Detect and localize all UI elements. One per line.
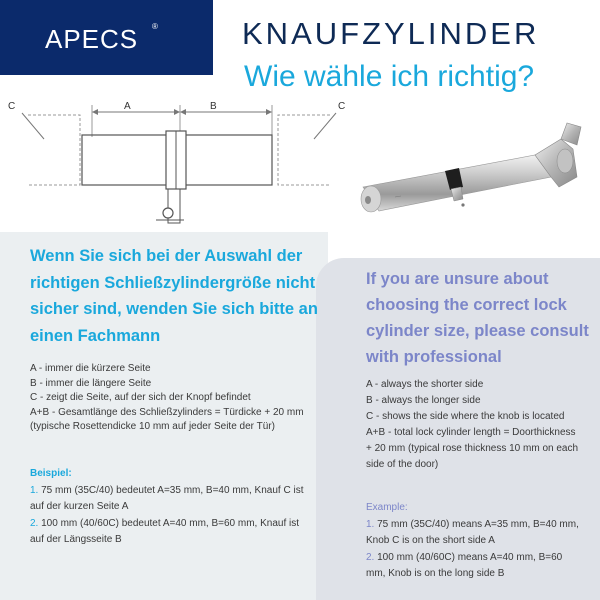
example-label: Example:: [366, 502, 408, 513]
example-line: [30, 483, 303, 500]
example-line: auf der kurzen Seite A: [30, 501, 129, 512]
definition-line: B - always the longer side: [366, 395, 481, 406]
example-line: [366, 550, 579, 567]
example-line: [366, 517, 579, 534]
german-heading-line: einen Fachmann: [30, 326, 161, 345]
definition-line: + 20 mm (typical rose thickness 10 mm on each: [366, 443, 579, 454]
german-heading-line: sicher sind, wenden Sie sich bitte an: [30, 300, 318, 318]
definition-line: B - immer die längere Seite: [30, 377, 152, 389]
english-heading: [366, 266, 596, 370]
definition-line: A - immer die kürzere Seite: [30, 363, 151, 374]
english-examples: [366, 500, 579, 583]
apecs-logo: [0, 0, 213, 75]
english-heading-line: choosing the correct lock: [366, 296, 567, 314]
example-line: Knob C is on the short side A: [366, 535, 495, 546]
example-line: auf der Längsseite B: [30, 534, 122, 545]
example-number: 1.: [30, 484, 39, 496]
definition-line: (typische Rosettendicke 10 mm auf jeder Seite der Tür): [30, 421, 275, 432]
label-b: B: [210, 101, 217, 112]
example-number: 2.: [30, 517, 39, 529]
example-line: mm, Knob is on the long side B: [366, 568, 505, 579]
german-heading-line: Wenn Sie sich bei der Auswahl der: [30, 247, 303, 265]
example-text: 100 mm (40/60C) means A=40 mm, B=60: [374, 551, 563, 563]
english-heading-line: with professional: [366, 348, 502, 366]
german-heading: [30, 243, 330, 349]
german-examples: [30, 466, 303, 549]
label-c-left: C: [8, 101, 16, 112]
page-title: KNAUFZYLINDER: [242, 16, 540, 51]
definition-line: side of the door): [366, 459, 439, 470]
label-a: A: [124, 101, 131, 112]
english-heading-line: cylinder size, please consult: [366, 322, 589, 340]
example-line: [30, 516, 303, 533]
label-c-right: C: [338, 101, 346, 112]
german-heading-line: richtigen Schließzylindergröße nicht: [30, 273, 316, 292]
german-definitions: [30, 362, 315, 435]
definition-line: C - shows the side where the knob is located: [366, 411, 565, 422]
example-number: 2.: [366, 551, 375, 563]
logo-text: APECS: [45, 24, 139, 54]
english-heading-line: If you are unsure about: [366, 270, 549, 288]
example-text: 75 mm (35C/40) bedeutet A=35 mm, B=40 mm, Knauf C ist: [38, 484, 304, 496]
example-number: 1.: [366, 518, 375, 530]
example-text: 100 mm (40/60C) bedeutet A=40 mm, B=60 mm, Knauf ist: [38, 517, 300, 529]
cylinder-dimension-diagram: [0, 95, 355, 235]
definition-line: A+B - Gesamtlänge des Schließzylinders = Türdicke + 20 mm: [30, 406, 304, 418]
definition-line: A+B - total lock cylinder length = Doorthickness: [366, 427, 576, 438]
example-label: Beispiel:: [30, 468, 72, 479]
english-definitions: [366, 377, 591, 473]
knob-cylinder-photo: [355, 115, 585, 230]
example-text: 75 mm (35C/40) means A=35 mm, B=40 mm,: [374, 518, 579, 530]
definition-line: A - always the shorter side: [366, 379, 484, 390]
definition-line: C - zeigt die Seite, auf der sich der Knopf befindet: [30, 392, 251, 403]
page-subtitle: Wie wähle ich richtig?: [244, 60, 535, 93]
registered-mark: ®: [152, 22, 158, 31]
